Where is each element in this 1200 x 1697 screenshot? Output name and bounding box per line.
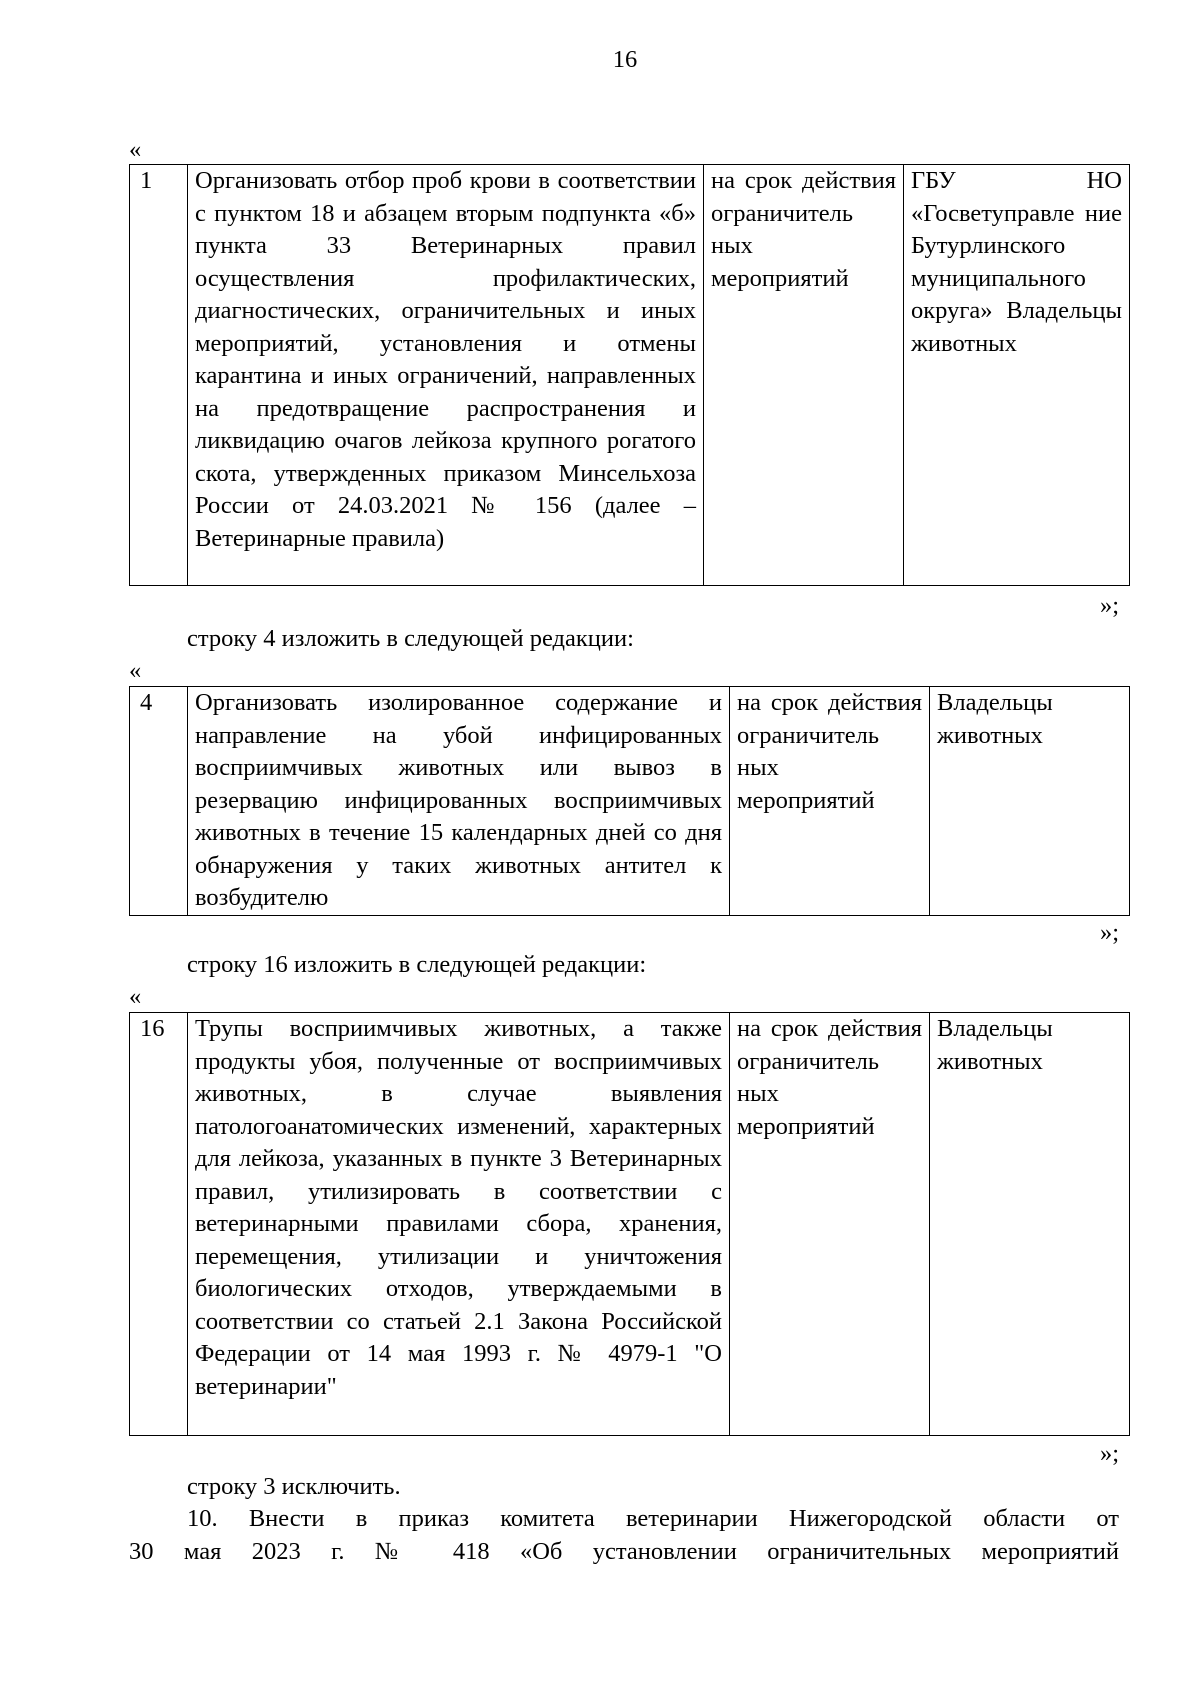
quote-close: »; [1100,1440,1120,1467]
term-cell: на срок действия ограничитель ных мероприятий [704,165,904,586]
instruction-row-16: строку 16 изложить в следующей редакции: [187,951,647,978]
quote-close: »; [1100,592,1120,619]
amendment-table-row-1 [129,164,1130,586]
instruction-row-3: строку 3 исключить. [187,1473,401,1500]
page-number: 16 [612,46,638,73]
measure-text-cell: Организовать изолированное содержание и направление на убой инфицированных восприимчивых животных или вывоз в резервацию инфицированных восприимчивых животных в течение 15 календарных дней со дня обнаружения у таких животных антител к возбудителю [188,687,730,916]
quote-open: « [129,657,142,684]
table-row [130,687,1130,916]
responsible-cell: ГБУ НО «Госветуправле ние Бутурлинского муниципального округа» Владельцы животных [904,165,1130,586]
paragraph-10-line-1: 10. Внести в приказ комитета ветеринарии Нижегородской области от [187,1505,1119,1532]
measure-text-cell: Организовать отбор проб крови в соответствии с пунктом 18 и абзацем вторым подпункта «б» пункта 33 Ветеринарных правил осуществления профилактических, диагностических, ограничительных и иных мероприятий, установления и отмены карантина и иных ограничений, направленных на предотвращение распространения и ликвидацию очагов лейкоза крупного рогатого скота, утвержденных приказом Минсельхоза России от 24.03.2021 № 156 (далее – Ветеринарные правила) [188,165,704,586]
term-cell: на срок действия ограничитель ных мероприятий [730,1013,930,1436]
quote-open: « [129,983,142,1010]
quote-close: »; [1100,919,1120,946]
measure-text-cell: Трупы восприимчивых животных, а также продукты убоя, полученные от восприимчивых животных, в случае выявления патологоанатомических изменений, характерных для лейкоза, указанных в пункте 3 Ветеринарных правил, утилизировать в соответствии с ветеринарными правилами сбора, хранения, перемещения, утилизации и уничтожения биологических отходов, утверждаемыми в соответствии со статьей 2.1 Закона Российской Федерации от 14 мая 1993 г. № 4979-1 "О ветеринарии" [188,1013,730,1436]
row-number-cell: 1 [130,165,188,586]
amendment-table-row-4 [129,686,1130,916]
row-number-cell: 16 [130,1013,188,1436]
paragraph-10-line-2: 30 мая 2023 г. № 418 «Об установлении ограничительных мероприятий [129,1537,1119,1565]
term-cell: на срок действия ограничитель ных мероприятий [730,687,930,916]
instruction-row-4: строку 4 изложить в следующей редакции: [187,625,634,652]
amendment-table-row-16 [129,1012,1130,1436]
table-row [130,165,1130,586]
table-row [130,1013,1130,1436]
row-number-cell: 4 [130,687,188,916]
responsible-cell: Владельцы животных [930,687,1130,916]
responsible-cell: Владельцы животных [930,1013,1130,1436]
paragraph-10 [129,1503,1119,1568]
quote-open: « [129,136,142,163]
